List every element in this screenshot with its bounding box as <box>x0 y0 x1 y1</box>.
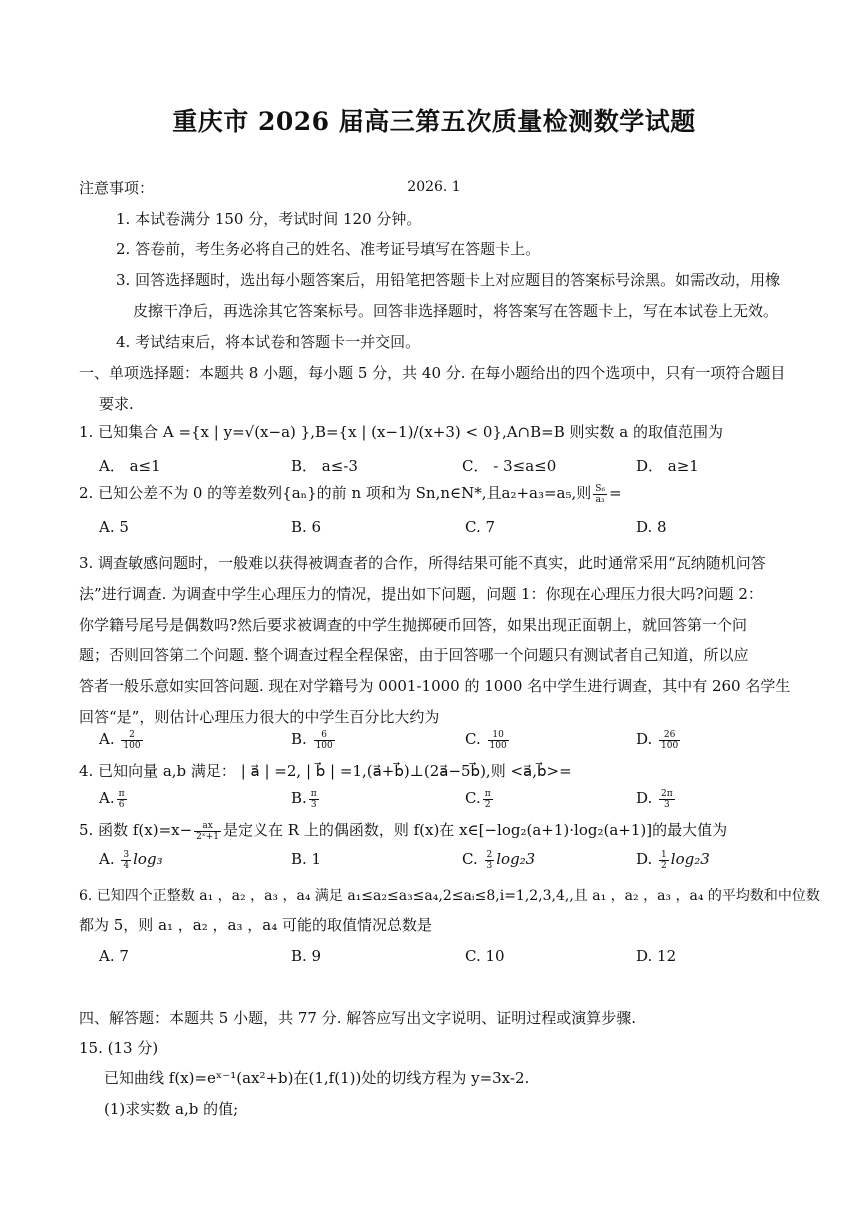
fraction: $\frac{\text{S₆}}{\text{a₃}}$ <box>595 483 606 505</box>
option-b: B. 9 <box>291 947 322 965</box>
question-head: 15. (13 分) <box>79 1039 159 1057</box>
question-line: (1)求实数 a,b 的值; <box>104 1100 239 1118</box>
notice-heading: 注意事项： <box>79 179 155 197</box>
exam-date: 2026. 1 <box>407 179 461 195</box>
option-d: D. 12 <box>636 947 677 965</box>
option-a: A. $\frac{3}{4}$ log₃ <box>99 849 163 871</box>
question-stem: 5. 函数 f(x)=x− $\frac{ax}{\text{2ˣ+1}}$ 是定义在 R 上的偶函数，则 f(x)在 x∈[−log₂(a+1)·log₂(a+1)]的最大值为 <box>79 820 728 842</box>
notice-item: 3. 回答选择题时，选出每小题答案后，用铅笔把答题卡上对应题目的答案标号涂黑。如需改动，用橡 <box>116 271 781 289</box>
section-heading-cont: 要求. <box>99 395 134 413</box>
q2-stem: 2. 已知公差不为 0 的等差数列{aₙ}的前 n 项和为 Sn,n∈N*,且a₂+a₃=a₅,则 <box>79 484 592 502</box>
question-line: 题；否则回答第二个问题. 整个调查过程全程保密，由于回答哪一个问题只有测试者自己知道，所以应 <box>79 646 749 664</box>
question-line: 答者一般乐意如实回答问题. 现在对学籍号为 0001-1000 的 1000 名中学生进行调查，其中有 260 名学生 <box>79 677 791 695</box>
question-stem: 2. 已知公差不为 0 的等差数列{aₙ}的前 n 项和为 Sn,n∈N*,且a₂+a₃=a₅,则 $\frac{\text{S₆}}{\text{a₃}}$ = <box>79 483 622 505</box>
notice-item: 2. 答卷前，考生务必将自己的姓名、准考证号填写在答题卡上。 <box>116 240 541 258</box>
question-line: 你学籍号尾号是偶数吗?然后要求被调查的中学生抛掷硬币回答，如果出现正面朝上，就回答第一个问 <box>79 616 748 634</box>
question-line: 法”进行调查. 为调查中学生心理压力的情况，提出如下问题，问题 1：你现在心理压力很大吗?问题 2： <box>79 585 763 603</box>
option-a: A． a≤1 <box>99 457 161 475</box>
option-c: C. $\frac{2}{3}$ log₂3 <box>462 849 536 871</box>
option-b: B. $\frac{\pi}{3}$ <box>291 788 317 810</box>
option-c: C. 7 <box>465 518 496 536</box>
fraction: $\frac{ax}{\text{2ˣ+1}}$ <box>196 820 219 842</box>
option-d: D. $\frac{2\pi}{3}$ <box>636 788 673 810</box>
option-b: B. 1 <box>291 850 322 868</box>
option-a: A. 7 <box>99 947 129 965</box>
question-line: 回答“是”，则估计心理压力很大的中学生百分比大约为 <box>79 708 440 726</box>
question-stem <box>79 422 723 442</box>
question-line: 已知曲线 f(x)=eˣ⁻¹(ax²+b)在(1,f(1))处的切线方程为 y=3x-2. <box>104 1069 530 1087</box>
notice-item: 皮擦干净后，再选涂其它答案标号。回答非选择题时，将答案写在答题卡上，写在本试卷上无效。 <box>133 302 779 320</box>
option-d: D. $\frac{1}{2}$ log₂3 <box>636 849 710 871</box>
notice-item: 1. 本试卷满分 150 分，考试时间 120 分钟。 <box>116 210 422 228</box>
option-a: A. $\frac{\pi}{6}$ <box>99 788 125 810</box>
notice-item: 4. 考试结束后，将本试卷和答题卡一并交回。 <box>116 333 421 351</box>
question-line: 都为 5，则 a₁ ，a₂ ，a₃ ，a₄ 可能的取值情况总数是 <box>79 916 432 934</box>
option-c: C． - 3≤a≤0 <box>462 457 557 475</box>
question-line: 3. 调查敏感问题时，一般难以获得被调查者的合作，所得结果可能不真实，此时通常采用“瓦纳随机问答 <box>79 554 766 572</box>
option-d: D. 8 <box>636 518 667 536</box>
option-c: C. 10 <box>465 947 505 965</box>
option-b: B． a≤-3 <box>291 457 358 475</box>
option-a: A. $\frac{2}{100}$ <box>99 729 141 751</box>
option-c: C. $\frac{\pi}{2}$ <box>465 788 491 810</box>
section-heading: 四、解答题：本题共 5 小题，共 77 分. 解答应写出文字说明、证明过程或演算步骤. <box>79 1009 637 1027</box>
option-c: C. $\frac{10}{100}$ <box>465 729 507 751</box>
page-title: 重庆市 2026 届高三第五次质量检测数学试题 <box>172 107 696 136</box>
option-b: B. $\frac{6}{100}$ <box>291 729 333 751</box>
option-a: A. 5 <box>99 518 129 536</box>
question-line: 6. 已知四个正整数 a₁ ，a₂ ，a₃ ，a₄ 满足 a₁≤a₂≤a₃≤a₄,2≤aᵢ≤8,i=1,2,3,4,,且 a₁ ，a₂ ，a₃ ，a₄ 的平均数和中位数 <box>79 888 820 904</box>
question-stem: 4. 已知向量 a,b 满足： | a⃗ | =2, | b⃗ | =1,(a⃗+b⃗)⊥(2a⃗−5b⃗),则 <a⃗,b⃗>= <box>79 762 572 780</box>
option-b: B. 6 <box>291 518 322 536</box>
option-d: D. $\frac{26}{100}$ <box>636 729 679 751</box>
option-d: D． a≥1 <box>636 457 699 475</box>
section-heading: 一、单项选择题：本题共 8 小题，每小题 5 分，共 40 分. 在每小题给出的四个选项中，只有一项符合题目 <box>79 364 786 382</box>
q1-stem: 1. 已知集合 A ={x | y=√(x−a) },B={x | (x−1)/(x+3) < 0},A∩B=B 则实数 a 的取值范围为 <box>79 423 723 441</box>
